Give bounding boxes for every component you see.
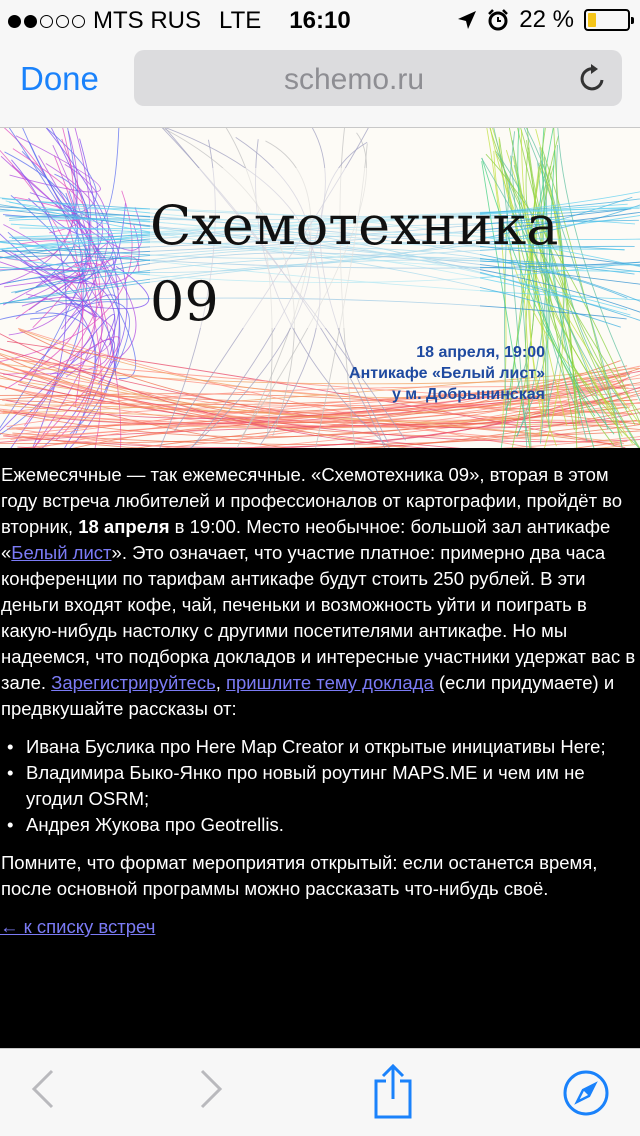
browser-nav-bar — [0, 40, 640, 128]
event-date-bold: 18 апреля — [78, 516, 170, 537]
url-text: schemo.ru — [283, 63, 425, 96]
status-right — [457, 6, 630, 34]
banner-title-line1: Схемотехника — [150, 194, 559, 257]
intro-text: Ежемесячные — так ежемесячные. «Схемотехника 09», вторая в этом году встреча любителей и профессионалов от картографии, пройдёт во вторник, — [1, 464, 623, 537]
browser-toolbar — [0, 1048, 640, 1136]
speakers-list — [0, 734, 640, 838]
back-to-meetings-link[interactable]: ← к списку встреч — [0, 916, 156, 937]
compass-icon[interactable] — [562, 1069, 610, 1117]
list-item: • Андрея Жукова про Geotrellis. — [0, 812, 640, 838]
intro-text: (если придумаете) и предвкушайте рассказы от: — [1, 672, 615, 719]
banner-place: Антикафе «Белый лист» — [349, 365, 545, 382]
list-item: • Владимира Быко-Янко про новый роутинг MAPS.ME и чем им не угодил OSRM; — [0, 760, 640, 812]
banner-event-info — [349, 342, 545, 405]
location-arrow-icon — [457, 10, 477, 30]
battery-percent: 22 % — [519, 6, 574, 33]
banner-metro: у м. Добрынинская — [391, 386, 545, 403]
chevron-right-icon[interactable] — [198, 1067, 224, 1111]
banner-title-line2: 09 — [150, 270, 219, 333]
address-bar[interactable] — [134, 50, 622, 106]
article-body — [0, 462, 640, 940]
done-button[interactable]: Done — [20, 60, 99, 97]
intro-text: в 19:00. Место необычное: большой зал антикафе « — [1, 516, 611, 563]
reload-icon[interactable] — [576, 62, 608, 94]
separator-text: , — [215, 672, 226, 693]
intro-text: ». Это означает, что участие платное: примерно два часа конференции по тарифам антикафе будут стоить 250 рублей. В эти деньги входят кофе, чай, печеньки и возможность уйти и поиграть в какую-нибудь настолку с другими посетителями антикафе. Но мы надеемся, что подборка докладов и интересные участники удержат вас в зале. — [1, 542, 636, 693]
banner-title — [150, 188, 558, 340]
venue-link[interactable]: Белый лист — [11, 542, 112, 563]
network-type: LTE — [219, 7, 262, 34]
battery-level — [588, 13, 596, 27]
register-link[interactable]: Зарегистрируйтесь — [51, 672, 216, 693]
alarm-icon — [487, 9, 509, 31]
banner-decor-line — [29, 128, 76, 211]
event-banner-image — [0, 128, 640, 448]
status-time: 16:10 — [289, 7, 351, 34]
banner-date: 18 апреля, 19:00 — [416, 344, 545, 361]
intro-paragraph — [0, 462, 640, 722]
carrier-name: MTS RUS — [93, 7, 201, 34]
share-icon[interactable] — [372, 1063, 414, 1119]
chevron-left-icon[interactable] — [30, 1067, 56, 1111]
battery-icon — [584, 9, 630, 31]
submit-topic-link[interactable]: пришлите тему доклада — [226, 672, 434, 693]
list-item: • Ивана Буслика про Here Map Creator и открытые инициативы Here; — [0, 734, 640, 760]
status-bar — [0, 0, 640, 40]
closing-paragraph: Помните, что формат мероприятия открытый: если останется время, после основной программы можно рассказать что-нибудь своё. — [1, 852, 598, 899]
